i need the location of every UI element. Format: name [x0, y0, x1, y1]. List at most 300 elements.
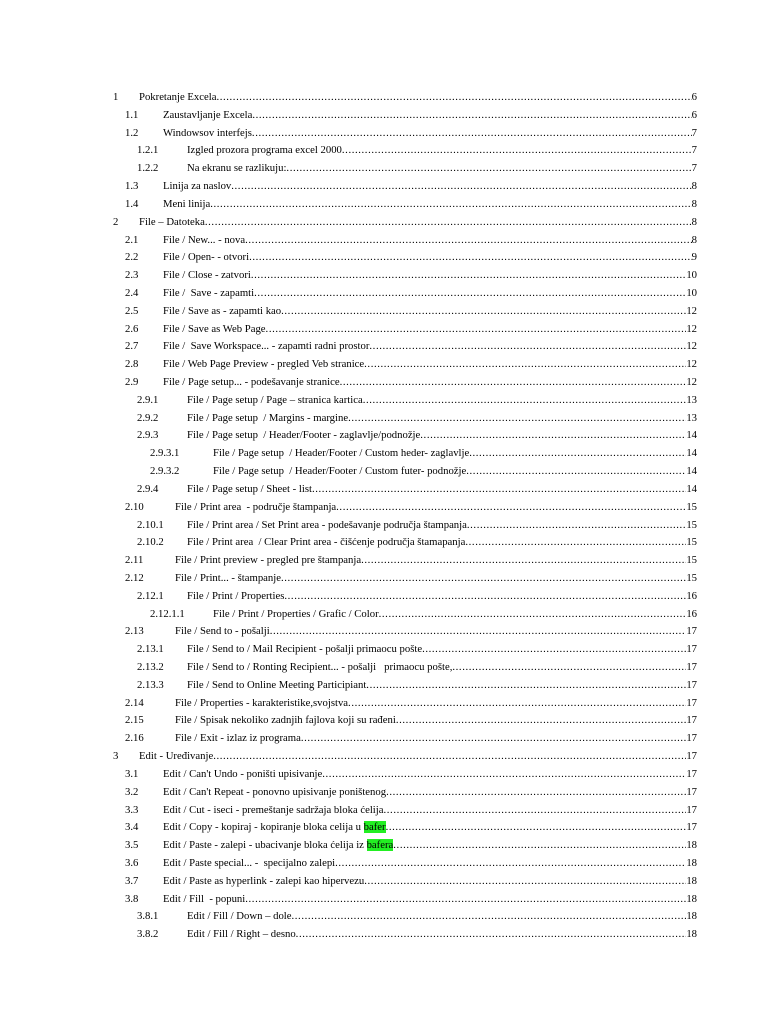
toc-entry-number: 2.12: [125, 571, 144, 584]
toc-entry[interactable]: [0, 427, 768, 445]
toc-entry[interactable]: [0, 606, 768, 624]
toc-entry-leader-line: [163, 891, 697, 909]
toc-entry-leader-line: [163, 321, 697, 339]
toc-entry[interactable]: [0, 712, 768, 730]
toc-entry-number: 1.1: [125, 108, 139, 121]
toc-entry[interactable]: [0, 730, 768, 748]
toc-entry-title-text: File / Print... - štampanje: [175, 571, 281, 584]
toc-entry[interactable]: [0, 89, 768, 107]
toc-entry-title: [163, 338, 369, 356]
toc-entry-page-number: 18: [686, 874, 697, 887]
toc-entry[interactable]: [0, 214, 768, 232]
toc-entry[interactable]: [0, 695, 768, 713]
dot-leader: [301, 730, 686, 748]
toc-entry-page-number: 14: [686, 465, 697, 478]
toc-entry-title-text: Edit / Fill / Down – dole: [187, 910, 292, 923]
toc-entry-leader-line: [163, 837, 697, 855]
toc-entry-leader-line: [139, 214, 697, 232]
toc-entry-number: 2.7: [125, 340, 139, 353]
toc-entry-leader-line: [187, 659, 697, 677]
dot-leader: [296, 926, 687, 944]
dot-leader: [467, 517, 686, 535]
toc-entry-leader-line: [163, 267, 697, 285]
toc-entry-page-number: 17: [686, 661, 697, 673]
toc-entry-title-text: File / New... - nova: [163, 233, 246, 246]
toc-entry-leader-line: [187, 517, 697, 535]
toc-entry-leader-line: [187, 410, 697, 428]
dot-leader: [210, 196, 691, 214]
toc-entry-leader-line: [175, 552, 697, 570]
toc-entry-title-text: Edit / Copy - kopiraj - kopiranje bloka celija u: [163, 821, 364, 834]
toc-entry-title-text: Edit / Cut - iseci - premeštanje sadržaja bloka ćelija: [163, 803, 384, 816]
toc-entry-leader-line: [163, 819, 697, 837]
dot-leader: [284, 588, 686, 606]
toc-entry[interactable]: [0, 891, 768, 909]
toc-entry-number: 3.7: [125, 874, 139, 887]
toc-entry-page-number: 14: [686, 447, 697, 460]
toc-entry-title: [163, 855, 335, 873]
toc-entry-number: 2.10.1: [137, 518, 164, 531]
toc-entry-title-text: File / Properties - karakteristike,svojstva: [175, 696, 349, 709]
toc-entry-title-text: File / Page setup / Sheet - list: [187, 482, 312, 495]
toc-entry-title: [187, 392, 363, 410]
toc-entry-title: [213, 606, 379, 624]
toc-entry-page-number: 17: [686, 625, 697, 638]
toc-entry-leader-line: [175, 570, 697, 588]
toc-entry[interactable]: [0, 232, 768, 250]
toc-entry[interactable]: [0, 142, 768, 160]
toc-entry-title-text: File / Page setup... - podešavanje stranice: [163, 376, 340, 388]
toc-entry-page-number: 17: [686, 803, 697, 816]
toc-entry-page-number: 18: [686, 892, 697, 905]
toc-entry-number: 3: [113, 750, 119, 763]
toc-entry[interactable]: [0, 160, 768, 178]
toc-entry-number: 2.16: [125, 732, 144, 745]
toc-entry[interactable]: [0, 196, 768, 214]
toc-entry-page-number: 7: [691, 162, 697, 175]
toc-entry-leader-line: [163, 285, 697, 303]
toc-entry-title-text: File / Page setup / Header/Footer - zaglavlje/podnožje: [187, 429, 421, 442]
toc-entry-number: 2.1: [125, 233, 139, 246]
toc-entry-number: 3.3: [125, 803, 139, 816]
toc-entry-page-number: 17: [686, 821, 697, 834]
toc-entry[interactable]: [0, 837, 768, 855]
toc-entry-leader-line: [187, 481, 697, 499]
toc-entry-title-text: File / Spisak nekoliko zadnjih fajlova koji su rađeni: [175, 714, 396, 727]
toc-entry-number: 2.6: [125, 322, 139, 335]
toc-entry[interactable]: [0, 552, 768, 570]
toc-entry-title-text: File / Print area / Set Print area - podešavanje područja štampanja: [187, 518, 467, 531]
toc-entry-title: [213, 463, 466, 481]
toc-entry-title-text: File / Send to - pošalji: [175, 625, 270, 638]
toc-entry-leader-line: [213, 606, 697, 624]
toc-entry-page-number: 13: [686, 411, 697, 424]
toc-entry-leader-line: [187, 588, 697, 606]
toc-entry-title: [163, 819, 386, 837]
dot-leader: [252, 107, 691, 125]
toc-entry-number: 1.2.1: [137, 144, 159, 157]
toc-entry[interactable]: [0, 659, 768, 677]
toc-entry[interactable]: [0, 481, 768, 499]
toc-entry-number: 2.12.1: [137, 589, 164, 602]
toc-entry-number: 1: [113, 91, 119, 103]
toc-entry-title: [139, 748, 213, 766]
toc-entry-title: [187, 588, 284, 606]
toc-entry-number: 3.5: [125, 839, 139, 852]
toc-entry-page-number: 6: [691, 108, 697, 121]
toc-entry[interactable]: [0, 802, 768, 820]
toc-entry-title-text: Edit / Can't Repeat - ponovno upisivanje poništenog: [163, 785, 387, 798]
toc-entry-title-text: Na ekranu se razlikuju:: [187, 162, 287, 175]
toc-entry-title: [163, 766, 322, 784]
toc-entry-number: 2.10.2: [137, 536, 164, 549]
toc-entry-title: [163, 303, 281, 321]
toc-entry-number: 3.8.2: [137, 928, 159, 941]
toc-entry-page-number: 17: [686, 750, 697, 763]
toc-entry-number: 2.2: [125, 251, 139, 264]
toc-entry-title: [163, 374, 340, 392]
toc-entry-page-number: 17: [686, 678, 697, 691]
toc-entry-page-number: 7: [691, 144, 697, 157]
toc-entry-page-number: 8: [691, 197, 697, 210]
toc-entry-page-number: 15: [686, 518, 697, 531]
toc-entry-title-text: Zaustavljanje Excela: [163, 108, 253, 121]
toc-entry-leader-line: [175, 623, 697, 641]
toc-entry-title-text: Windowsov interfejs: [163, 126, 252, 139]
dot-leader: [465, 534, 686, 552]
toc-entry-number: 2.9: [125, 376, 139, 388]
toc-entry-number: 2.9.1: [137, 393, 159, 406]
toc-entry-leader-line: [187, 926, 697, 944]
dot-leader: [340, 374, 687, 392]
toc-entry-leader-line: [175, 499, 697, 517]
toc-entry-number: 2.10: [125, 500, 144, 513]
toc-entry-page-number: 17: [686, 767, 697, 780]
toc-entry-title-text: File / Save Workspace... - zapamti radni prostor: [163, 340, 370, 353]
toc-entry-page-number: 15: [686, 571, 697, 584]
toc-entry-page-number: 17: [686, 732, 697, 745]
toc-entry-number: 3.8.1: [137, 910, 159, 923]
toc-entry-title: [187, 908, 292, 926]
toc-entry-title-text: File / Page setup / Page – stranica kartica: [187, 393, 363, 406]
toc-entry[interactable]: [0, 517, 768, 535]
toc-entry-title-text: File – Datoteka: [139, 215, 205, 228]
toc-entry-title: [163, 232, 245, 250]
dot-leader: [452, 659, 686, 677]
toc-entry-title-text: Pokretanje Excela: [139, 91, 217, 103]
toc-entry[interactable]: [0, 445, 768, 463]
toc-entry-title: [187, 677, 366, 695]
dot-leader: [252, 125, 692, 143]
toc-entry-number: 2.9.3: [137, 429, 159, 442]
toc-entry-leader-line: [187, 160, 697, 178]
toc-entry-title: [163, 873, 364, 891]
toc-entry[interactable]: [0, 588, 768, 606]
toc-entry-leader-line: [187, 142, 697, 160]
toc-entry[interactable]: [0, 855, 768, 873]
toc-entry-title-text: Edit / Paste as hyperlink - zalepi kao hipervezu: [163, 874, 365, 887]
dot-leader: [266, 321, 687, 339]
toc-entry-page-number: 17: [686, 785, 697, 798]
toc-entry-page-number: 16: [686, 607, 697, 620]
toc-entry-number: 3.6: [125, 856, 139, 869]
toc-entry-title: [163, 321, 266, 339]
dot-leader: [205, 214, 692, 232]
toc-entry-page-number: 18: [686, 928, 697, 941]
toc-entry-title: [187, 926, 296, 944]
toc-entry-title: [213, 445, 469, 463]
dot-leader: [348, 695, 686, 713]
toc-entry-page-number: 6: [691, 91, 697, 103]
toc-entry-leader-line: [187, 908, 697, 926]
toc-entry-number: 2.9.3.2: [150, 465, 180, 478]
toc-entry-leader-line: [163, 107, 697, 125]
dot-leader: [379, 606, 687, 624]
toc-entry-page-number: 15: [686, 500, 697, 513]
toc-entry-leader-line: [213, 445, 697, 463]
toc-entry-title: [175, 623, 270, 641]
toc-entry-title-text: File / Save - zapamti: [163, 286, 255, 299]
toc-entry[interactable]: [0, 267, 768, 285]
toc-entry-title: [187, 534, 465, 552]
toc-entry[interactable]: [0, 926, 768, 944]
toc-entry-page-number: 12: [686, 376, 697, 388]
dot-leader: [270, 623, 687, 641]
toc-entry-title-text: File / Print preview - pregled pre štampanja: [175, 554, 362, 567]
dot-leader: [420, 427, 686, 445]
toc-entry[interactable]: [0, 677, 768, 695]
toc-entry-leader-line: [163, 178, 697, 196]
toc-entry[interactable]: [0, 356, 768, 374]
toc-entry-title-text: File / Print / Properties / Grafic / Color: [213, 607, 379, 620]
toc-entry[interactable]: [0, 570, 768, 588]
toc-entry-leader-line: [187, 534, 697, 552]
toc-entry-page-number: 18: [686, 910, 697, 923]
toc-entry-page-number: 12: [686, 340, 697, 353]
dot-leader: [245, 232, 692, 250]
toc-entry-title-text: File / Open- - otvori: [163, 251, 250, 264]
toc-entry-leader-line: [163, 374, 697, 392]
toc-entry-page-number: 15: [686, 554, 697, 567]
toc-entry-number: 2.3: [125, 269, 139, 282]
toc-entry-leader-line: [163, 249, 697, 267]
toc-entry[interactable]: [0, 784, 768, 802]
toc-entry-title-text: File / Page setup / Header/Footer / Custom heder- zaglavlje: [213, 447, 470, 460]
toc-entry-title: [163, 196, 210, 214]
toc-entry-number: 3.4: [125, 821, 139, 834]
toc-entry-page-number: 10: [686, 286, 697, 299]
toc-entry[interactable]: [0, 908, 768, 926]
dot-leader: [292, 908, 687, 926]
toc-entry-number: 2.8: [125, 358, 139, 371]
toc-entry-number: 2.15: [125, 714, 144, 727]
toc-entry-title: [175, 695, 348, 713]
toc-entry-number: 2.13.1: [137, 643, 164, 656]
dot-leader: [361, 552, 686, 570]
toc-entry-leader-line: [139, 748, 697, 766]
toc-entry-page-number: 12: [686, 304, 697, 317]
toc-entry-title-text: Meni linija: [163, 197, 211, 210]
toc-entry-title: [163, 178, 231, 196]
dot-leader: [245, 891, 686, 909]
toc-entry-title: [187, 641, 422, 659]
dot-leader: [312, 481, 686, 499]
toc-entry-leader-line: [163, 356, 697, 374]
toc-entry-leader-line: [163, 303, 697, 321]
toc-entry[interactable]: [0, 873, 768, 891]
toc-entry-page-number: 8: [691, 215, 697, 228]
toc-entry-title: [187, 142, 342, 160]
toc-entry[interactable]: [0, 338, 768, 356]
dot-leader: [322, 766, 686, 784]
toc-entry-page-number: 17: [686, 696, 697, 709]
toc-entry-title-text: File / Exit - izlaz iz programa: [175, 732, 301, 745]
toc-entry[interactable]: [0, 819, 768, 837]
dot-leader: [281, 303, 686, 321]
toc-entry-leader-line: [163, 766, 697, 784]
toc-entry-leader-line: [187, 641, 697, 659]
toc-entry-title-text: File / Save as Web Page: [163, 322, 266, 335]
highlighted-word: bafera: [366, 839, 394, 852]
toc-entry-page-number: 18: [686, 839, 697, 852]
toc-entry-number: 3.8: [125, 892, 139, 905]
toc-entry-title: [163, 837, 393, 855]
toc-entry-page-number: 10: [686, 269, 697, 282]
toc-entry-title: [187, 517, 467, 535]
toc-entry-leader-line: [163, 784, 697, 802]
toc-entry-title-text: Linija za naslov: [163, 180, 232, 193]
toc-entry-title: [175, 570, 281, 588]
toc-entry-page-number: 14: [686, 482, 697, 495]
toc-entry-title-text: Edit / Fill / Right – desno: [187, 928, 296, 941]
toc-entry-number: 1.2: [125, 126, 139, 139]
toc-entry-number: 2.9.3.1: [150, 447, 180, 460]
toc-entry-title-text: File / Web Page Preview - pregled Veb stranice: [163, 358, 365, 371]
toc-entry-title-text: File / Print area / Clear Print area - čišćenje područja štamapanja: [187, 536, 466, 549]
dot-leader: [384, 802, 687, 820]
toc-entry[interactable]: [0, 463, 768, 481]
toc-entry-number: 2.12.1.1: [150, 607, 185, 620]
dot-leader: [348, 410, 686, 428]
toc-entry[interactable]: [0, 125, 768, 143]
toc-entry[interactable]: [0, 321, 768, 339]
toc-entry[interactable]: [0, 285, 768, 303]
dot-leader: [422, 641, 686, 659]
toc-entry[interactable]: [0, 623, 768, 641]
toc-entry-number: 2.14: [125, 696, 144, 709]
toc-entry-title-text: File / Print area - područje štampanja: [175, 500, 337, 513]
toc-entry-title: [163, 784, 386, 802]
toc-entry-number: 1.2.2: [137, 162, 159, 175]
toc-entry[interactable]: [0, 374, 768, 392]
toc-entry[interactable]: [0, 534, 768, 552]
toc-entry-leader-line: [139, 89, 697, 107]
table-of-contents: [0, 89, 768, 944]
toc-entry[interactable]: [0, 499, 768, 517]
dot-leader: [254, 285, 686, 303]
toc-entry-title-text: Edit - Uređivanje: [139, 750, 214, 763]
toc-entry-title-text: File / Send to Online Meeting Participiant: [187, 678, 367, 691]
dot-leader: [216, 89, 691, 107]
toc-entry[interactable]: [0, 392, 768, 410]
toc-entry[interactable]: [0, 107, 768, 125]
toc-entry-title: [163, 356, 364, 374]
toc-entry-title: [175, 552, 361, 570]
toc-entry[interactable]: [0, 766, 768, 784]
toc-entry-title: [187, 160, 286, 178]
dot-leader: [336, 499, 686, 517]
toc-entry-title: [187, 481, 312, 499]
toc-entry-number: 2.4: [125, 286, 139, 299]
toc-entry[interactable]: [0, 641, 768, 659]
dot-leader: [469, 445, 686, 463]
toc-entry-title-text: File / Page setup / Margins - margine: [187, 411, 349, 424]
dot-leader: [363, 392, 687, 410]
dot-leader: [396, 712, 686, 730]
toc-entry-leader-line: [213, 463, 697, 481]
toc-entry-number: 1.4: [125, 197, 139, 210]
dot-leader: [364, 356, 686, 374]
toc-entry-title-text: File / Print / Properties: [187, 589, 285, 602]
toc-entry[interactable]: [0, 303, 768, 321]
toc-entry-number: 2.9.4: [137, 482, 159, 495]
highlighted-word: bafer: [363, 821, 386, 834]
toc-entry-title-text: File / Close - zatvori: [163, 269, 251, 282]
toc-entry-title-text: Izgled prozora programa excel 2000: [187, 144, 342, 157]
toc-entry[interactable]: [0, 410, 768, 428]
toc-entry-number: 2.5: [125, 304, 139, 317]
toc-entry-title: [163, 891, 245, 909]
toc-entry-title: [163, 249, 249, 267]
toc-entry-title: [187, 427, 420, 445]
toc-entry-number: 1.3: [125, 180, 139, 193]
toc-entry-title: [139, 89, 216, 107]
toc-entry[interactable]: [0, 178, 768, 196]
toc-entry[interactable]: [0, 249, 768, 267]
toc-entry-title: [175, 712, 396, 730]
toc-entry-page-number: 8: [691, 180, 697, 193]
dot-leader: [213, 748, 686, 766]
toc-entry-title: [163, 107, 252, 125]
toc-entry-title-text: File / Page setup / Header/Footer / Custom futer- podnožje: [213, 465, 467, 478]
dot-leader: [386, 819, 687, 837]
dot-leader: [281, 570, 686, 588]
toc-entry-page-number: 16: [686, 589, 697, 602]
toc-entry-leader-line: [163, 855, 697, 873]
toc-entry-title-text: Edit / Paste - zalepi - ubacivanje bloka ćelija iz: [163, 839, 367, 852]
toc-entry-number: 2.9.2: [137, 411, 159, 424]
toc-entry-page-number: 12: [686, 358, 697, 371]
toc-entry[interactable]: [0, 748, 768, 766]
toc-entry-page-number: 18: [686, 856, 697, 869]
toc-entry-page-number: 17: [686, 714, 697, 727]
toc-entry-title: [163, 125, 252, 143]
dot-leader: [249, 249, 692, 267]
toc-entry-title-text: File / Send to / Mail Recipient - pošalji primaocu pošte: [187, 643, 423, 656]
toc-entry-page-number: 8: [691, 233, 697, 246]
toc-entry-leader-line: [187, 427, 697, 445]
dot-leader: [286, 160, 691, 178]
toc-entry-number: 3.2: [125, 785, 139, 798]
dot-leader: [466, 463, 686, 481]
toc-entry-leader-line: [175, 730, 697, 748]
toc-entry-title: [187, 659, 452, 677]
toc-entry-number: 2: [113, 215, 119, 228]
toc-entry-number: 2.13.2: [137, 661, 164, 673]
toc-entry-page-number: 9: [691, 251, 697, 264]
toc-entry-title-text: File / Save as - zapamti kao: [163, 304, 282, 317]
toc-entry-number: 2.11: [125, 554, 144, 567]
